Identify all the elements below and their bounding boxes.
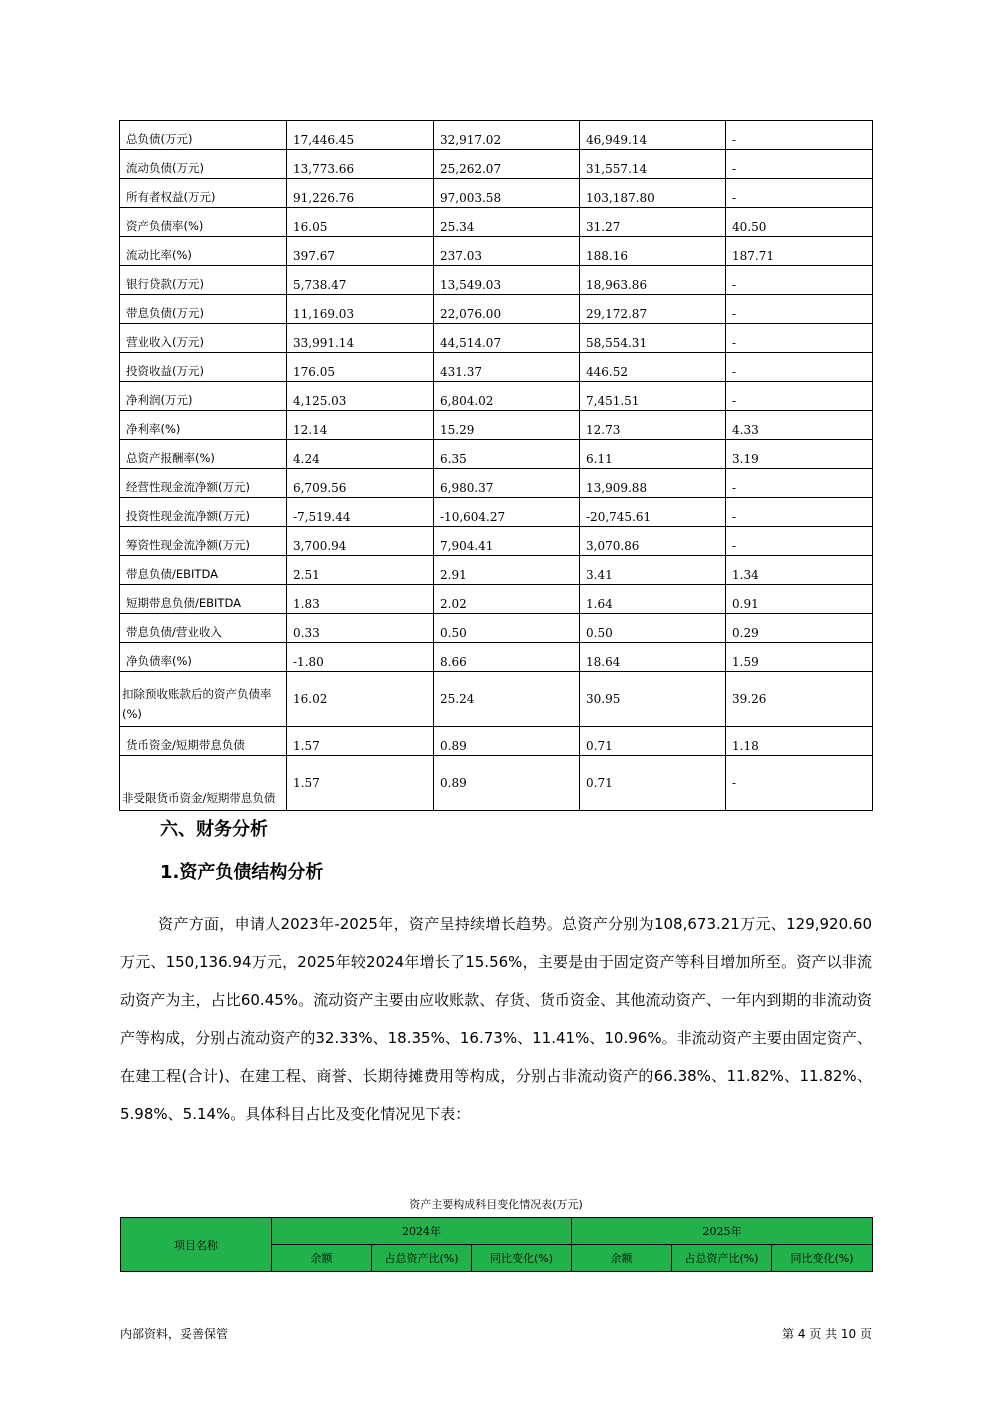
indicator-value: 0.71 <box>580 727 726 756</box>
indicator-value: 7,904.41 <box>434 527 580 556</box>
indicator-value: 97,003.58 <box>434 179 580 208</box>
indicator-value: 12.73 <box>580 411 726 440</box>
indicator-label: 营业收入(万元) <box>120 324 287 353</box>
table-row <box>120 672 873 727</box>
indicator-value: 13,909.88 <box>580 469 726 498</box>
indicator-value: 39.26 <box>726 672 873 727</box>
indicator-value: -1.80 <box>287 643 434 672</box>
indicator-value: 4.33 <box>726 411 873 440</box>
indicator-label: 净利润(万元) <box>120 382 287 411</box>
indicator-value: 6.11 <box>580 440 726 469</box>
indicator-value: 446.52 <box>580 353 726 382</box>
indicator-value: 4,125.03 <box>287 382 434 411</box>
indicator-value: - <box>726 121 873 150</box>
indicator-value: 0.89 <box>434 727 580 756</box>
indicator-value: 3.19 <box>726 440 873 469</box>
indicator-table <box>119 120 873 811</box>
indicator-value: 4.24 <box>287 440 434 469</box>
table-row <box>120 121 873 150</box>
item-name-header: 项目名称 <box>121 1218 272 1272</box>
indicator-value: 13,773.66 <box>287 150 434 179</box>
indicator-value: 31,557.14 <box>580 150 726 179</box>
table-row <box>120 208 873 237</box>
indicator-value: - <box>726 324 873 353</box>
table-row <box>120 150 873 179</box>
indicator-label: 流动负债(万元) <box>120 150 287 179</box>
indicator-value: 2.91 <box>434 556 580 585</box>
indicator-value: 40.50 <box>726 208 873 237</box>
indicator-value: 188.16 <box>580 237 726 266</box>
indicator-value: 6,709.56 <box>287 469 434 498</box>
indicator-value: 7,451.51 <box>580 382 726 411</box>
table-row <box>120 643 873 672</box>
indicator-value: 3,070.86 <box>580 527 726 556</box>
indicator-value: 58,554.31 <box>580 324 726 353</box>
table-row <box>120 411 873 440</box>
table-row <box>120 237 873 266</box>
indicator-value: 17,446.45 <box>287 121 434 150</box>
indicator-value: 397.67 <box>287 237 434 266</box>
change-header: 同比变化(%) <box>472 1245 572 1272</box>
indicator-value: 1.18 <box>726 727 873 756</box>
share-header: 占总资产比(%) <box>372 1245 472 1272</box>
indicator-value: 15.29 <box>434 411 580 440</box>
indicator-value: 25.24 <box>434 672 580 727</box>
indicator-value: 103,187.80 <box>580 179 726 208</box>
indicator-value: 16.02 <box>287 672 434 727</box>
indicator-value: 3.41 <box>580 556 726 585</box>
indicator-value: 91,226.76 <box>287 179 434 208</box>
indicator-label: 经营性现金流净额(万元) <box>120 469 287 498</box>
table-row <box>120 324 873 353</box>
asset-structure-table <box>120 1217 873 1272</box>
indicator-value: - <box>726 527 873 556</box>
indicator-value: -7,519.44 <box>287 498 434 527</box>
indicator-label: 带息负债(万元) <box>120 295 287 324</box>
indicator-value: 6,804.02 <box>434 382 580 411</box>
indicator-value: 431.37 <box>434 353 580 382</box>
indicator-value: - <box>726 179 873 208</box>
table-header-row <box>121 1218 873 1245</box>
indicator-value: 0.89 <box>434 756 580 811</box>
indicator-label: 投资性现金流净额(万元) <box>120 498 287 527</box>
indicator-value: 0.33 <box>287 614 434 643</box>
indicator-value: - <box>726 469 873 498</box>
indicator-value: 22,076.00 <box>434 295 580 324</box>
table-row <box>120 614 873 643</box>
indicator-value: 0.71 <box>580 756 726 811</box>
indicator-value: - <box>726 150 873 179</box>
indicator-value: 237.03 <box>434 237 580 266</box>
indicator-value: 33,991.14 <box>287 324 434 353</box>
indicator-value: - <box>726 295 873 324</box>
analysis-paragraph: 资产方面，申请人2023年-2025年，资产呈持续增长趋势。总资产分别为108,673.21万元、129,920.60万元、150,136.94万元，2025年较2024年增长了15.56%，主要是由于固定资产等科目增加所至。资产以非流动资产为主，占比60.45%。流动资产主要由应收账款、存货、货币资金、其他流动资产、一年内到期的非流动资产等构成，分别占流动资产的32.33%、18.35%、16.73%、11.41%、10.96%。非流动资产主要由固定资产、在建工程(合计)、在建工程、商誉、长期待摊费用等构成，分别占非流动资产的66.38%、11.82%、11.82%、5.98%、5.14%。具体科目占比及变化情况见下表： <box>120 915 872 1123</box>
indicator-value: 8.66 <box>434 643 580 672</box>
indicator-value: 31.27 <box>580 208 726 237</box>
indicator-value: 11,169.03 <box>287 295 434 324</box>
indicator-label: 净负债率(%) <box>120 643 287 672</box>
subsection-heading: 1.资产负债结构分析 <box>160 862 324 883</box>
indicator-value: 25.34 <box>434 208 580 237</box>
indicator-label: 筹资性现金流净额(万元) <box>120 527 287 556</box>
indicator-value: 18,963.86 <box>580 266 726 295</box>
indicator-value: 0.91 <box>726 585 873 614</box>
balance-header: 余额 <box>272 1245 372 1272</box>
change-header: 同比变化(%) <box>772 1245 873 1272</box>
indicator-label: 投资收益(万元) <box>120 353 287 382</box>
indicator-value: - <box>726 266 873 295</box>
indicator-label: 带息负债/营业收入 <box>120 614 287 643</box>
indicator-value: 6,980.37 <box>434 469 580 498</box>
table-row <box>120 756 873 811</box>
balance-header: 余额 <box>572 1245 672 1272</box>
table-row <box>120 498 873 527</box>
indicator-value: 46,949.14 <box>580 121 726 150</box>
indicator-value: -20,745.61 <box>580 498 726 527</box>
table-row <box>120 440 873 469</box>
indicator-label: 非受限货币资金/短期带息负债 <box>120 756 287 811</box>
indicator-label: 流动比率(%) <box>120 237 287 266</box>
table-row <box>120 556 873 585</box>
indicator-value: 187.71 <box>726 237 873 266</box>
indicator-value: 16.05 <box>287 208 434 237</box>
indicator-label: 总负债(万元) <box>120 121 287 150</box>
indicator-value: 1.57 <box>287 756 434 811</box>
year-2024-header: 2024年 <box>272 1218 572 1245</box>
indicator-value: 176.05 <box>287 353 434 382</box>
indicator-label: 货币资金/短期带息负债 <box>120 727 287 756</box>
indicator-value: - <box>726 353 873 382</box>
indicator-value: 5,738.47 <box>287 266 434 295</box>
indicator-value: 1.57 <box>287 727 434 756</box>
footer-confidential-note: 内部资料，妥善保管 <box>120 1327 229 1341</box>
indicator-table-body <box>120 121 873 811</box>
indicator-label: 净利率(%) <box>120 411 287 440</box>
indicator-value: -10,604.27 <box>434 498 580 527</box>
indicator-value: 44,514.07 <box>434 324 580 353</box>
table-row <box>120 295 873 324</box>
indicator-value: 0.50 <box>580 614 726 643</box>
footer-page-number: 第 4 页 共 10 页 <box>782 1327 872 1341</box>
table-row <box>120 179 873 208</box>
indicator-value: 1.83 <box>287 585 434 614</box>
table-row <box>120 382 873 411</box>
indicator-value: 29,172.87 <box>580 295 726 324</box>
indicator-value: 30.95 <box>580 672 726 727</box>
share-header: 占总资产比(%) <box>672 1245 772 1272</box>
table-caption: 资产主要构成科目变化情况表(万元) <box>409 1198 583 1211</box>
indicator-label: 短期带息负债/EBITDA <box>120 585 287 614</box>
indicator-value: 2.51 <box>287 556 434 585</box>
table-row <box>120 266 873 295</box>
indicator-label: 带息负债/EBITDA <box>120 556 287 585</box>
year-2025-header: 2025年 <box>572 1218 873 1245</box>
table-row <box>120 527 873 556</box>
indicator-value: 2.02 <box>434 585 580 614</box>
indicator-value: 32,917.02 <box>434 121 580 150</box>
indicator-value: 1.34 <box>726 556 873 585</box>
indicator-value: 3,700.94 <box>287 527 434 556</box>
indicator-value: - <box>726 382 873 411</box>
indicator-value: - <box>726 498 873 527</box>
indicator-value: 13,549.03 <box>434 266 580 295</box>
indicator-value: 1.64 <box>580 585 726 614</box>
indicator-label: 银行贷款(万元) <box>120 266 287 295</box>
indicator-label: 扣除预收账款后的资产负债率(%) <box>120 672 287 727</box>
indicator-label: 总资产报酬率(%) <box>120 440 287 469</box>
table-row <box>120 727 873 756</box>
indicator-value: 0.29 <box>726 614 873 643</box>
table-row <box>120 353 873 382</box>
table-row <box>120 585 873 614</box>
indicator-value: 25,262.07 <box>434 150 580 179</box>
indicator-value: - <box>726 756 873 811</box>
indicator-label: 所有者权益(万元) <box>120 179 287 208</box>
indicator-value: 12.14 <box>287 411 434 440</box>
indicator-value: 18.64 <box>580 643 726 672</box>
indicator-value: 6.35 <box>434 440 580 469</box>
indicator-value: 1.59 <box>726 643 873 672</box>
table-row <box>120 469 873 498</box>
section-heading: 六、财务分析 <box>160 819 268 840</box>
indicator-value: 0.50 <box>434 614 580 643</box>
indicator-label: 资产负债率(%) <box>120 208 287 237</box>
